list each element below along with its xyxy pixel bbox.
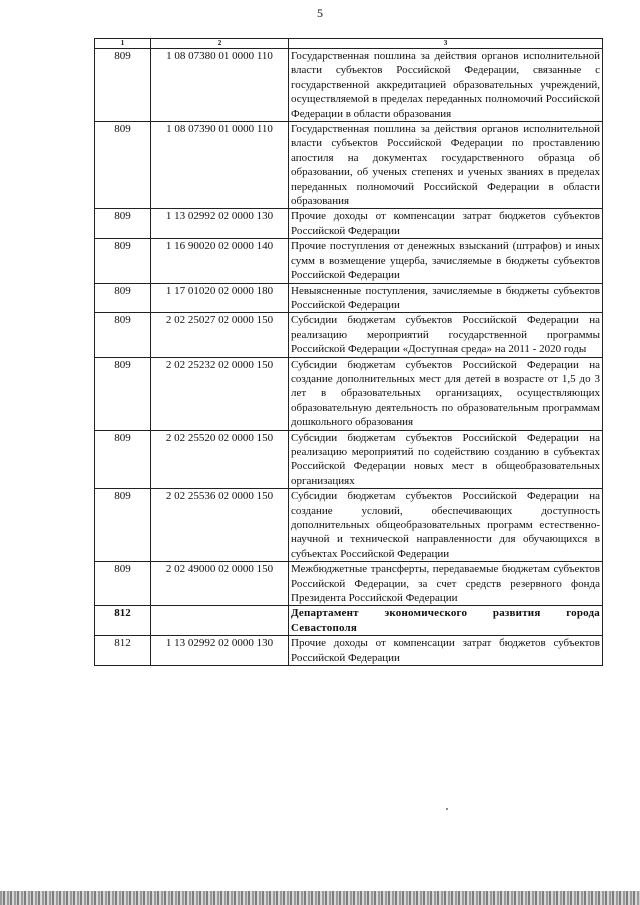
admin-code-cell: 809: [95, 239, 151, 283]
column-header-1: 1: [95, 39, 151, 49]
table-row: [95, 239, 603, 283]
column-header-2: 2: [151, 39, 289, 49]
admin-code-cell: 812: [95, 606, 151, 636]
revenue-description-cell: Субсидии бюджетам субъектов Российской Федерации на создание дополнительных мест для детей в возрасте от 1,5 до 3 лет в образовательных организациях, осуществляющих образовательную деятельность по образовательным программам дошкольного образования: [289, 357, 603, 430]
department-row: [95, 606, 603, 636]
table-row: [95, 313, 603, 357]
table-row: [95, 49, 603, 122]
budget-code-cell: 2 02 25520 02 0000 150: [151, 430, 289, 489]
table-header-row: [95, 39, 603, 49]
revenue-description-cell: Межбюджетные трансферты, передаваемые бюджетам субъектов Российской Федерации, за счет средств резервного фонда Президента Российской Федерации: [289, 562, 603, 606]
page-number: 5: [317, 6, 323, 20]
scan-edge-artifact: [0, 891, 640, 905]
budget-code-cell: 1 13 02992 02 0000 130: [151, 636, 289, 666]
table-row: [95, 636, 603, 666]
table-row: [95, 122, 603, 209]
revenue-description-cell: Невыясненные поступления, зачисляемые в бюджеты субъектов Российской Федерации: [289, 283, 603, 313]
table-row: [95, 489, 603, 562]
budget-code-cell: 1 08 07390 01 0000 110: [151, 122, 289, 209]
revenue-description-cell: Прочие доходы от компенсации затрат бюджетов субъектов Российской Федерации: [289, 209, 603, 239]
scan-artifact-dot: [446, 808, 448, 810]
revenue-description-cell: Субсидии бюджетам субъектов Российской Федерации на создание условий, обеспечивающих доступность дополнительных общеобразовательных программ естественно-научной и технической направленности для обучающихся в субъектах Российской Федерации: [289, 489, 603, 562]
revenue-description-cell: Государственная пошлина за действия органов исполнительной власти субъектов Российской Федерации по проставлению апостиля на документах государственного образца об образовании, об ученых степенях и ученых званиях в пределах переданных полномочий Российской Федерации в области образования: [289, 122, 603, 209]
admin-code-cell: 809: [95, 122, 151, 209]
revenue-description-cell: Субсидии бюджетам субъектов Российской Федерации на реализацию мероприятий государственной программы Российской Федерации «Доступная среда» на 2011 - 2020 годы: [289, 313, 603, 357]
budget-code-cell: 2 02 49000 02 0000 150: [151, 562, 289, 606]
admin-code-cell: 809: [95, 313, 151, 357]
budget-code-cell: 1 16 90020 02 0000 140: [151, 239, 289, 283]
budget-code-cell: 1 13 02992 02 0000 130: [151, 209, 289, 239]
table-row: [95, 209, 603, 239]
admin-code-cell: 809: [95, 209, 151, 239]
admin-code-cell: 809: [95, 489, 151, 562]
column-header-3: 3: [289, 39, 603, 49]
admin-code-cell: 809: [95, 357, 151, 430]
budget-code-cell: 1 17 01020 02 0000 180: [151, 283, 289, 313]
budget-classification-table: [94, 38, 603, 666]
revenue-description-cell: Прочие доходы от компенсации затрат бюджетов субъектов Российской Федерации: [289, 636, 603, 666]
admin-code-cell: 812: [95, 636, 151, 666]
table-row: [95, 430, 603, 489]
budget-code-cell: [151, 606, 289, 636]
revenue-description-cell: Прочие поступления от денежных взысканий (штрафов) и иных сумм в возмещение ущерба, зачисляемые в бюджеты субъектов Российской Федерации: [289, 239, 603, 283]
table-row: [95, 283, 603, 313]
admin-code-cell: 809: [95, 283, 151, 313]
budget-code-cell: 1 08 07380 01 0000 110: [151, 49, 289, 122]
table-row: [95, 562, 603, 606]
admin-code-cell: 809: [95, 562, 151, 606]
revenue-description-cell: Государственная пошлина за действия органов исполнительной власти субъектов Российской Федерации, связанные с государственной аккредитацией образовательных учреждений, осуществляемой в пределах переданных полномочий Российской Федерации в области образования: [289, 49, 603, 122]
admin-code-cell: 809: [95, 430, 151, 489]
revenue-description-cell: Департамент экономического развития города Севастополя: [289, 606, 603, 636]
table-row: [95, 357, 603, 430]
revenue-description-cell: Субсидии бюджетам субъектов Российской Федерации на реализацию мероприятий по содействию созданию в субъектах Российской Федерации новых мест в общеобразовательных организациях: [289, 430, 603, 489]
budget-code-cell: 2 02 25232 02 0000 150: [151, 357, 289, 430]
budget-code-cell: 2 02 25536 02 0000 150: [151, 489, 289, 562]
budget-code-cell: 2 02 25027 02 0000 150: [151, 313, 289, 357]
admin-code-cell: 809: [95, 49, 151, 122]
